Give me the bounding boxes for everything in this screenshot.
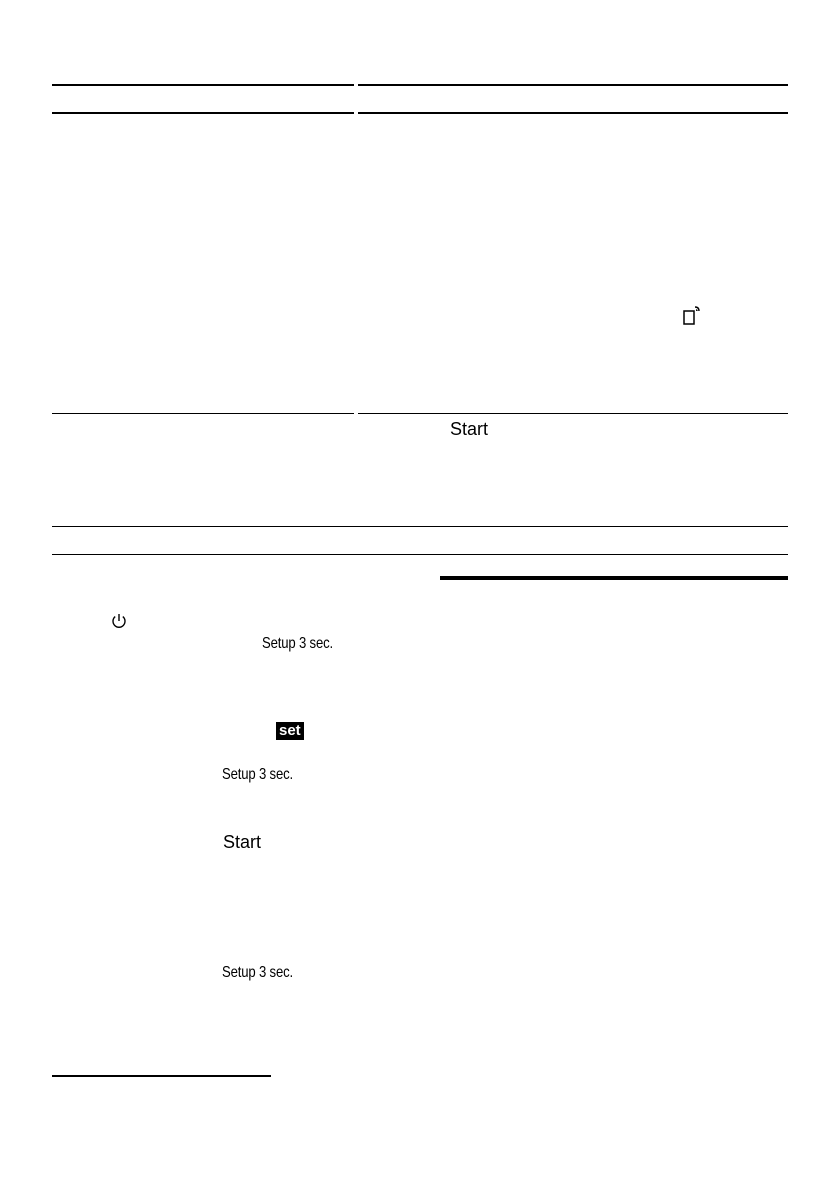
setup-3-sec-label-1: Setup 3 sec. bbox=[262, 635, 333, 652]
table-header-rule-left bbox=[52, 112, 354, 114]
table-header-rule-right bbox=[358, 112, 788, 114]
table-top-rule-right bbox=[358, 84, 788, 86]
table-bottom-rule bbox=[52, 526, 788, 527]
footnote-rule bbox=[52, 1075, 271, 1077]
power-icon bbox=[110, 612, 128, 630]
remote-start-icon bbox=[682, 304, 704, 326]
steps-start-label: Start bbox=[223, 832, 262, 852]
table-row-rule-left bbox=[52, 413, 354, 414]
right-heading-rule bbox=[440, 576, 788, 580]
setup-3-sec-label-2: Setup 3 sec. bbox=[222, 766, 293, 783]
section-rule bbox=[52, 554, 788, 555]
set-badge: set bbox=[276, 722, 304, 740]
setup-3-sec-label-3: Setup 3 sec. bbox=[222, 964, 293, 981]
table-top-rule-left bbox=[52, 84, 354, 86]
table-start-label: Start bbox=[450, 419, 489, 439]
table-row-rule-right bbox=[358, 413, 788, 414]
